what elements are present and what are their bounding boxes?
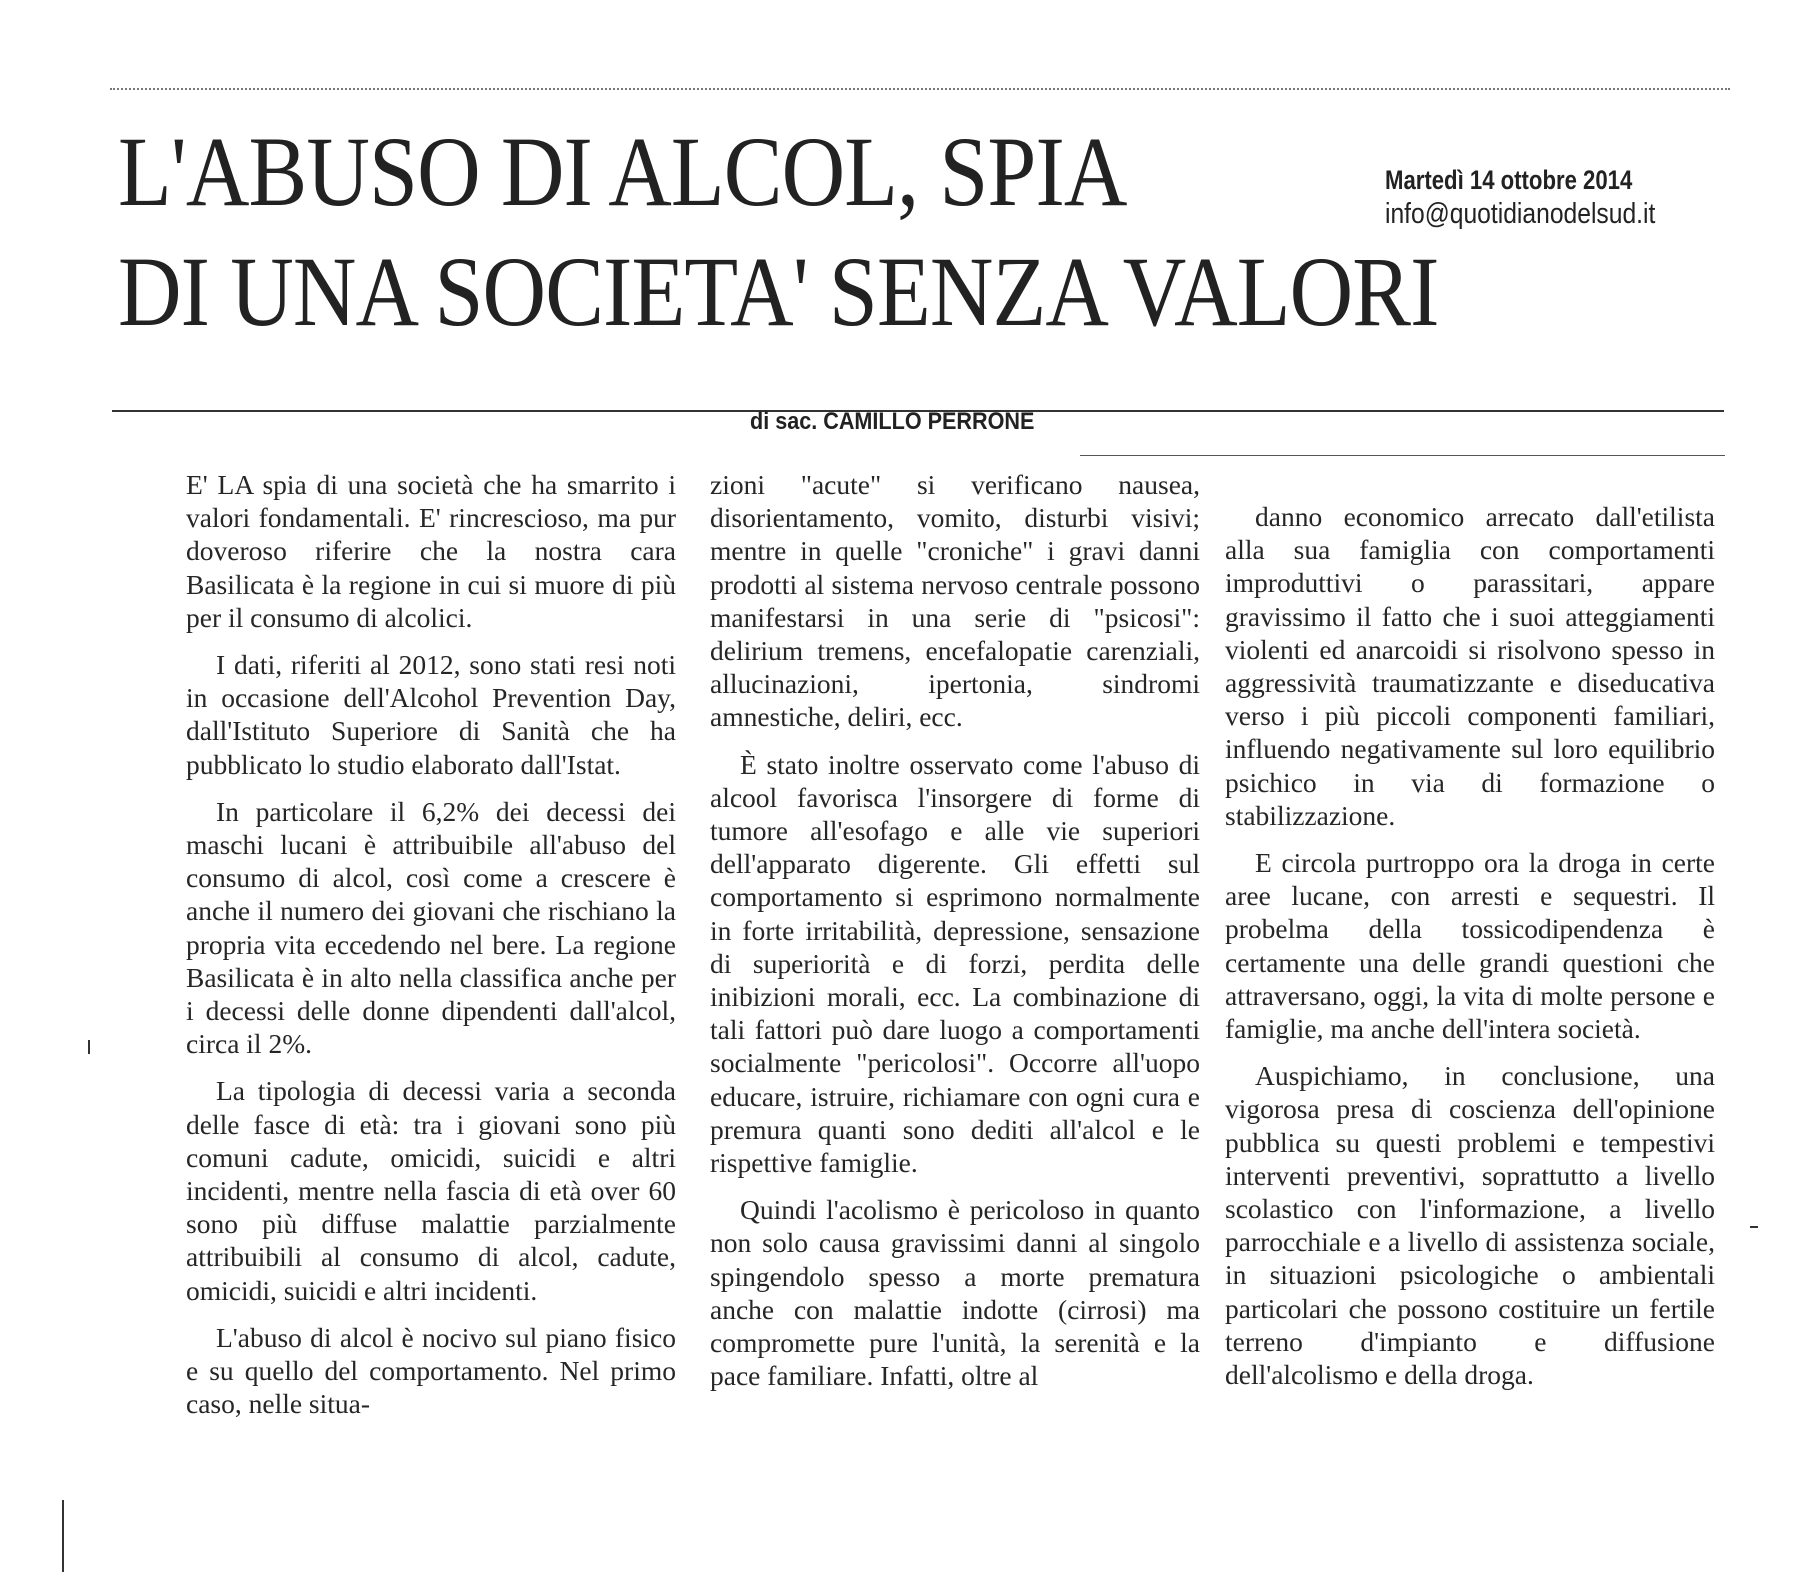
article-column-3 bbox=[1225, 500, 1715, 1391]
headline-line-1: L'ABUSO DI ALCOL, SPIA bbox=[118, 116, 1127, 227]
article-column-2 bbox=[710, 468, 1200, 1392]
paragraph: Quindi l'acolismo è pericoloso in quanto non solo causa gravissimi danni al singolo spingendolo spesso a morte prematura anche con malattie indotte (cirrosi) ma compromette pure l'unità, la serenità e la pace familiare. Infatti, oltre al bbox=[710, 1194, 1200, 1392]
paragraph: E' LA spia di una società che ha smarrito i valori fondamentali. E' rincrescioso, ma pur doveroso riferire che la nostra cara Basilicata è la regione in cui si muore di più per il consumo di alcolici. bbox=[186, 469, 676, 633]
publication-date: Martedì 14 ottobre 2014 bbox=[1385, 165, 1633, 195]
paragraph: I dati, riferiti al 2012, sono stati resi noti in occasione dell'Alcohol Prevention Day, dall'Istituto Superiore di Sanità che ha pubblicato lo studio elaborato dall'Istat. bbox=[186, 649, 676, 780]
paragraph: L'abuso di alcol è nocivo sul piano fisico e su quello del comportamento. Nel primo caso, nelle situa- bbox=[186, 1321, 676, 1420]
headline bbox=[118, 112, 1561, 352]
headline-line-2: DI UNA SOCIETA' SENZA VALORI bbox=[118, 236, 1439, 347]
paragraph: zioni "acute" si verificano nausea, disorientamento, vomito, disturbi visivi; mentre in quelle "croniche" i gravi danni prodotti al sistema nervoso centrale possono manifestarsi in una serie di "psicosi": delirium tremens, encefalopatie carenziali, allucinazioni, ipertonia, sindromi amnestiche, deliri, ecc. bbox=[710, 469, 1200, 733]
scan-margin-mark bbox=[1750, 1226, 1758, 1228]
paragraph: danno economico arrecato dall'etilista alla sua famiglia con comportamenti improduttivi o parassitari, appare gravissimo il fatto che i suoi atteggiamenti violenti ed anarcoidi si risolvono spesso in aggressività traumatizzante e diseducativa verso i più piccoli componenti familiari, influendo negativamente sul loro equilibrio psichico in via di formazione o stabilizzazione. bbox=[1225, 501, 1715, 831]
paragraph: La tipologia di decessi varia a seconda delle fasce di età: tra i giovani sono più comuni cadute, omicidi, suicidi e altri incidenti, mentre nella fascia di età over 60 sono più diffuse malattie parzialmente attribuibili al consumo di alcol, cadute, omicidi, suicidi e altri incidenti. bbox=[186, 1075, 676, 1306]
top-dotted-rule bbox=[110, 88, 1730, 90]
byline-rule bbox=[1080, 455, 1725, 456]
paragraph: In particolare il 6,2% dei decessi dei maschi lucani è attribuibile all'abuso del consumo di alcol, così come a crescere è anche il numero dei giovani che rischiano la propria vita eccedendo nel bere. La regione Basilicata è in alto nella classifica anche per i decessi delle donne dipendenti dall'alcol, circa il 2%. bbox=[186, 795, 676, 1060]
paragraph: È stato inoltre osservato come l'abuso di alcool favorisca l'insorgere di forme di tumore all'esofago e alle vie superiori dell'apparato digerente. Gli effetti sul comportamento si esprimono normalmente in forte irritabilità, depressione, sensazione di superiorità e di forzi, perdita delle inibizioni morali, ecc. La combinazione di tali fattori può dare luogo a comportamenti socialmente "pericolosi". Occorre all'uopo educare, istruire, richiamare con ogni cura e premura quanti sono dediti all'alcol e le rispettive famiglie. bbox=[710, 748, 1200, 1179]
contact-email: info@quotidianodelsud.it bbox=[1385, 198, 1656, 230]
paragraph: Auspichiamo, in conclusione, una vigorosa presa di coscienza dell'opinione pubblica su questi problemi e tempestivi interventi preventivi, soprattutto a livello scolastico con l'informazione, a livello parrocchiale e a livello di assistenza sociale, in situazioni psicologiche o ambientali particolari che possono costituire un fertile terreno d'impianto e diffusione dell'alcolismo e della droga. bbox=[1225, 1060, 1715, 1391]
publication-meta bbox=[1385, 165, 1703, 231]
paragraph: E circola purtroppo ora la droga in certe aree lucane, con arresti e sequestri. Il probelma della tossicodipendenza è certamente una delle grandi questioni che attraversano, oggi, la vita di molte persone e famiglie, ma anche dell'intera società. bbox=[1225, 847, 1715, 1045]
scan-margin-mark bbox=[62, 1500, 64, 1572]
article-column-1 bbox=[186, 468, 676, 1420]
byline: di sac. CAMILLO PERRONE bbox=[750, 408, 1035, 435]
scan-margin-mark bbox=[88, 1040, 90, 1054]
